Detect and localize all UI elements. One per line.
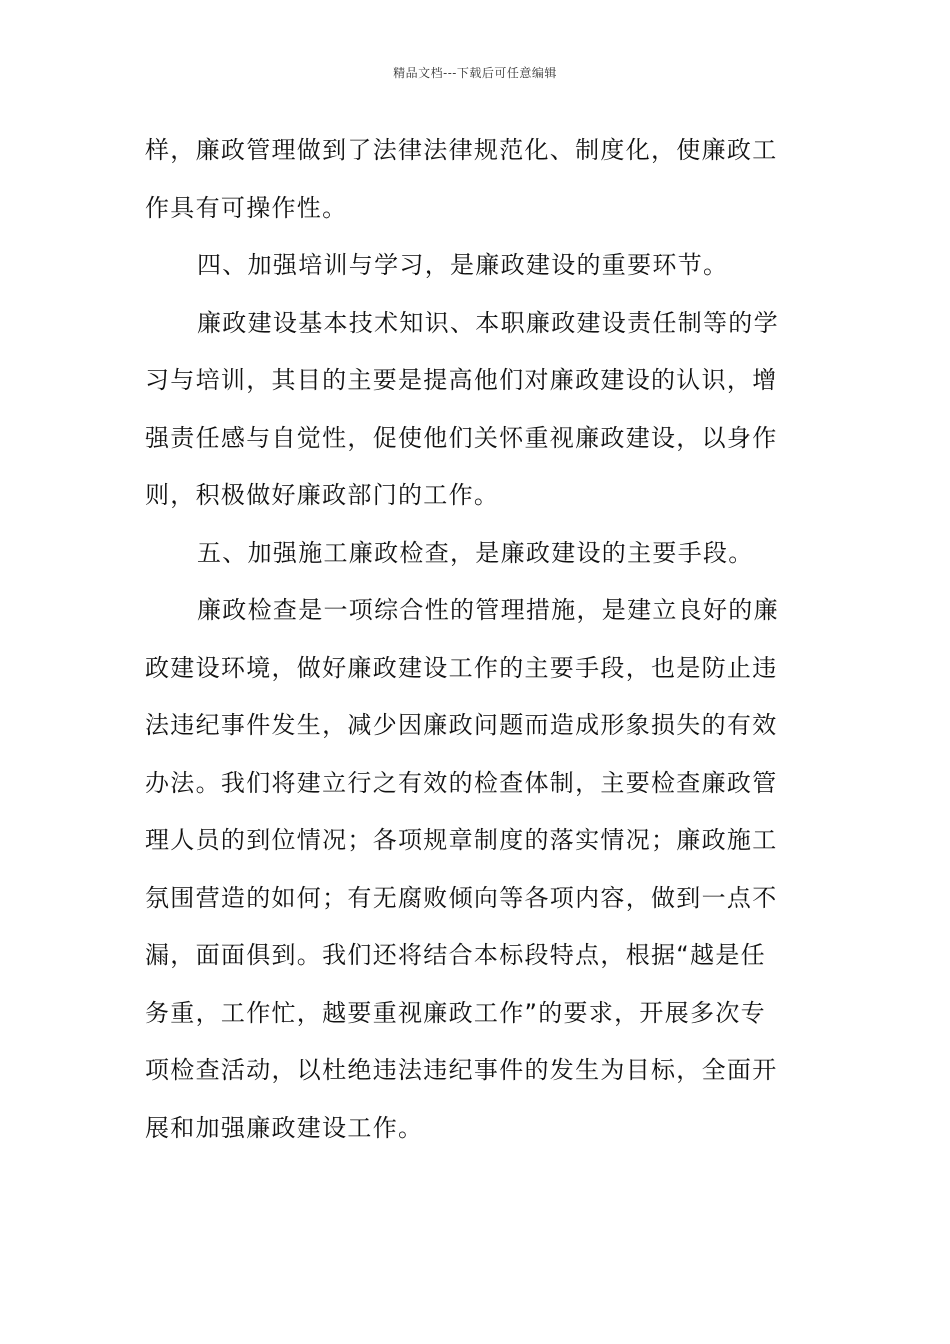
text-line: 务重，工作忙，越要重视廉政工作”的要求，开展多次专 — [145, 998, 766, 1027]
text-line: 作具有可操作性。 — [145, 193, 348, 222]
text-line: 办法。我们将建立行之有效的检查体制，主要检查廉政管 — [145, 768, 778, 797]
text-line: 氛围营造的如何；有无腐败倾向等各项内容，做到一点不 — [145, 883, 778, 912]
section-heading: 五、加强施工廉政检查，是廉政建设的主要手段。 — [197, 538, 754, 567]
text-line: 强责任感与自觉性，促使他们关怀重视廉政建设，以身作 — [145, 423, 778, 452]
text-line: 漏，面面俱到。我们还将结合本标段特点，根据“越是任 — [145, 941, 766, 969]
text-line: 则，积极做好廉政部门的工作。 — [145, 481, 500, 509]
text-line: 理人员的到位情况；各项规章制度的落实情况；廉政施工 — [145, 826, 778, 854]
document-body — [145, 122, 810, 1157]
text-line: 样，廉政管理做到了法律法律规范化、制度化，使廉政工 — [145, 136, 778, 164]
section-heading: 四、加强培训与学习，是廉政建设的重要环节。 — [197, 251, 729, 279]
paragraph-first-line: 廉政检查是一项综合性的管理措施，是建立良好的廉 — [197, 596, 779, 624]
paragraph-first-line: 廉政建设基本技术知识、本职廉政建设责任制等的学 — [197, 308, 779, 337]
text-line: 法违纪事件发生，减少因廉政问题而造成形象损失的有效 — [145, 711, 778, 739]
text-line: 展和加强廉政建设工作。 — [145, 1113, 424, 1142]
page-header: 精品文档---下载后可任意编辑 — [393, 66, 557, 80]
text-line: 习与培训，其目的主要是提高他们对廉政建设的认识，增 — [145, 366, 778, 394]
text-line: 项检查活动，以杜绝违法违纪事件的发生为目标，全面开 — [145, 1056, 778, 1084]
text-line: 政建设环境，做好廉政建设工作的主要手段，也是防止违 — [145, 653, 778, 682]
